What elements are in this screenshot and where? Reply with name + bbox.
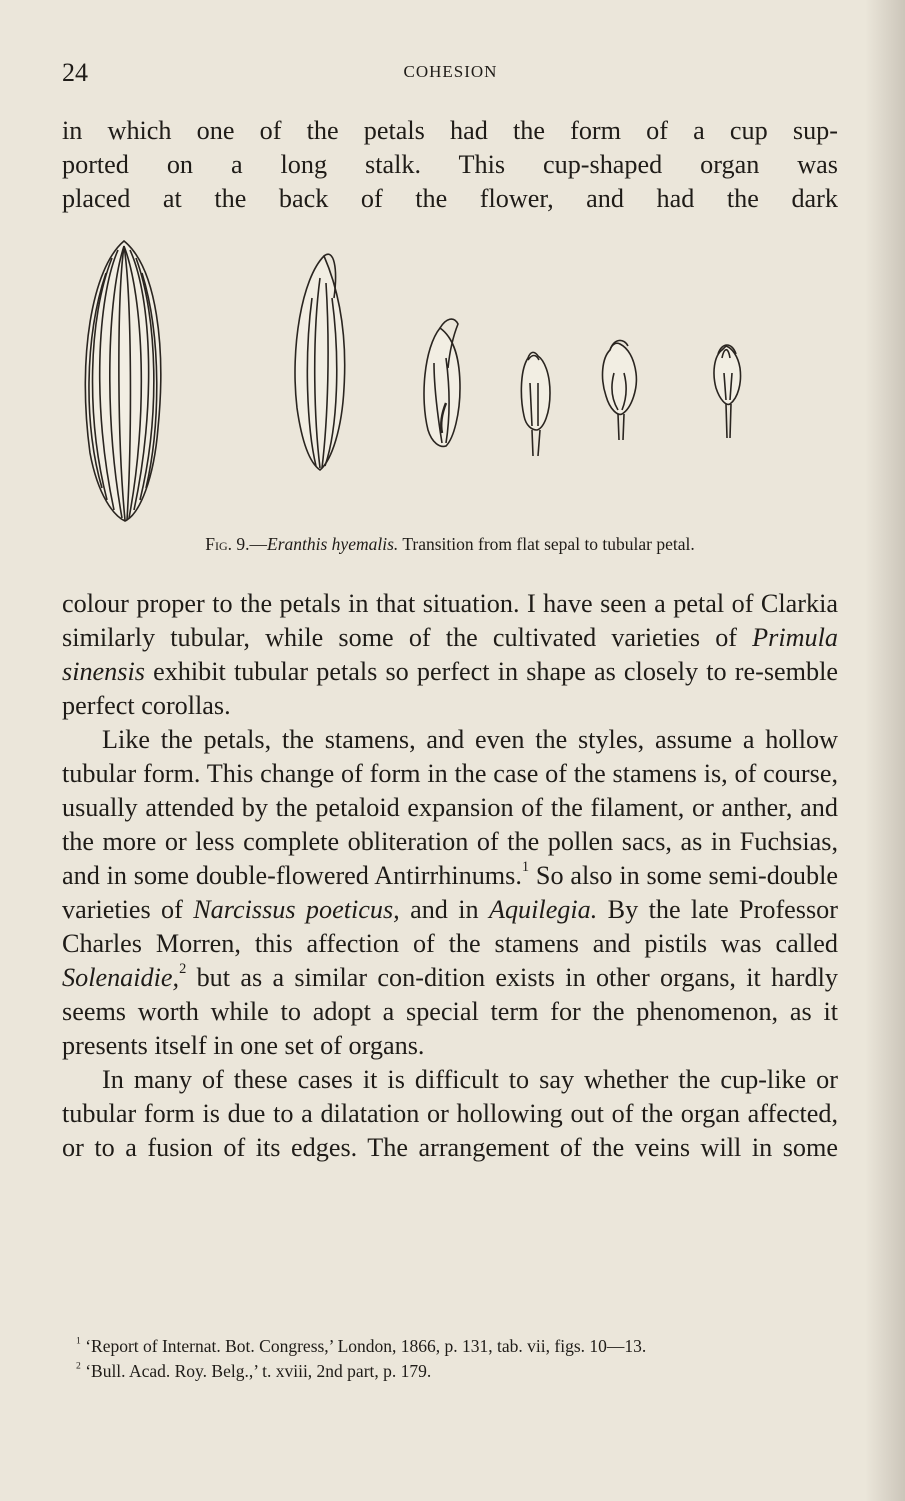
top-paragraph: [62, 114, 838, 216]
text-line: ported on a long stalk. This cup-shaped organ was: [62, 150, 838, 179]
page-number: 24: [62, 58, 88, 87]
footnote-marker: 2: [76, 1360, 81, 1372]
text-run: So also in some semi-double varieties of: [62, 861, 839, 924]
footnote-text: ‘Bull. Acad. Roy. Belg.,’ t. xviii, 2nd part, p. 179.: [85, 1361, 432, 1381]
paragraph-3: In many of these cases it is difficult to say whether the cup-like or tubular form is due to a dilatation or hollowing out of the organ affected, or to a fusion of its edges. The arrangement of the veins will in some: [62, 1065, 838, 1162]
flat-sepal-drawing: [85, 241, 160, 521]
text-run: Like the petals, the stamens, and even the styles, assume a hollow tubular form. This change of form in the case of the stamens is, of course, usually attended by the petaloid expansion of the filament, or anther, and the more or less complete obliteration of the pollen sacs, as in Fuchsias, and in some double-flowered Antirrhinums.: [62, 725, 838, 890]
nectary-petal-drawing: [714, 345, 741, 438]
italic-run: Narcissus poeticus,: [193, 895, 400, 924]
footnotes: [62, 1334, 838, 1384]
text-line: in which one of the petals had the form of a cup sup-: [62, 116, 838, 145]
text-run: exhibit tubular petals so perfect in shape as closely to re-semble perfect corollas.: [62, 657, 838, 720]
italic-run: Aquilegia.: [488, 895, 598, 924]
footnote-text: ‘Report of Internat. Bot. Congress,’ London, 1866, p. 131, tab. vii, figs. 10—13.: [85, 1336, 647, 1356]
curled-sepal-drawing: [295, 254, 345, 470]
text-line: placed at the back of the flower, and had the dark: [62, 184, 838, 213]
running-head: COHESION: [403, 62, 498, 81]
paragraph-2: [62, 723, 838, 1063]
footnote-marker: 1: [76, 1335, 81, 1347]
figure-eranthis-petals: [62, 238, 838, 528]
text-run: but as a similar con-dition exists in other organs, it hardly seems worth while to adopt a special term for the phenomenon, as it presents itself in one set of organs.: [62, 963, 838, 1060]
species-name: Eranthis hyemalis.: [267, 534, 399, 554]
main-text: [62, 587, 838, 1165]
page-gutter-shadow: [865, 0, 905, 1501]
figure-caption: [62, 534, 838, 555]
half-tubular-petal-drawing: [424, 319, 460, 446]
cup-petal-drawing: [603, 340, 637, 440]
caption-text: Transition from flat sepal to tubular petal.: [402, 534, 695, 554]
footnote-ref: 2: [179, 961, 187, 978]
footnote-ref: 1: [521, 859, 530, 876]
italic-run: Primula sinensis: [62, 623, 838, 686]
footnote: [62, 1334, 838, 1359]
italic-run: Solenaidie,: [62, 963, 180, 992]
figure-label: Fig. 9.: [205, 534, 250, 554]
petal-illustration: [62, 238, 838, 528]
text-run: colour proper to the petals in that situation. I have seen a petal of Clarkia similarly tubular, while some of the cultivated varieties of: [62, 589, 838, 652]
text-run: and in: [399, 895, 489, 924]
paragraph-1: [62, 587, 838, 723]
page-header: [62, 58, 839, 88]
text-run: By the late Professor Charles Morren, this affection of the stamens and pistils was called: [62, 895, 838, 958]
footnote: [62, 1359, 838, 1384]
tubular-petal-drawing: [521, 352, 550, 456]
caption-dash: —: [249, 534, 268, 554]
